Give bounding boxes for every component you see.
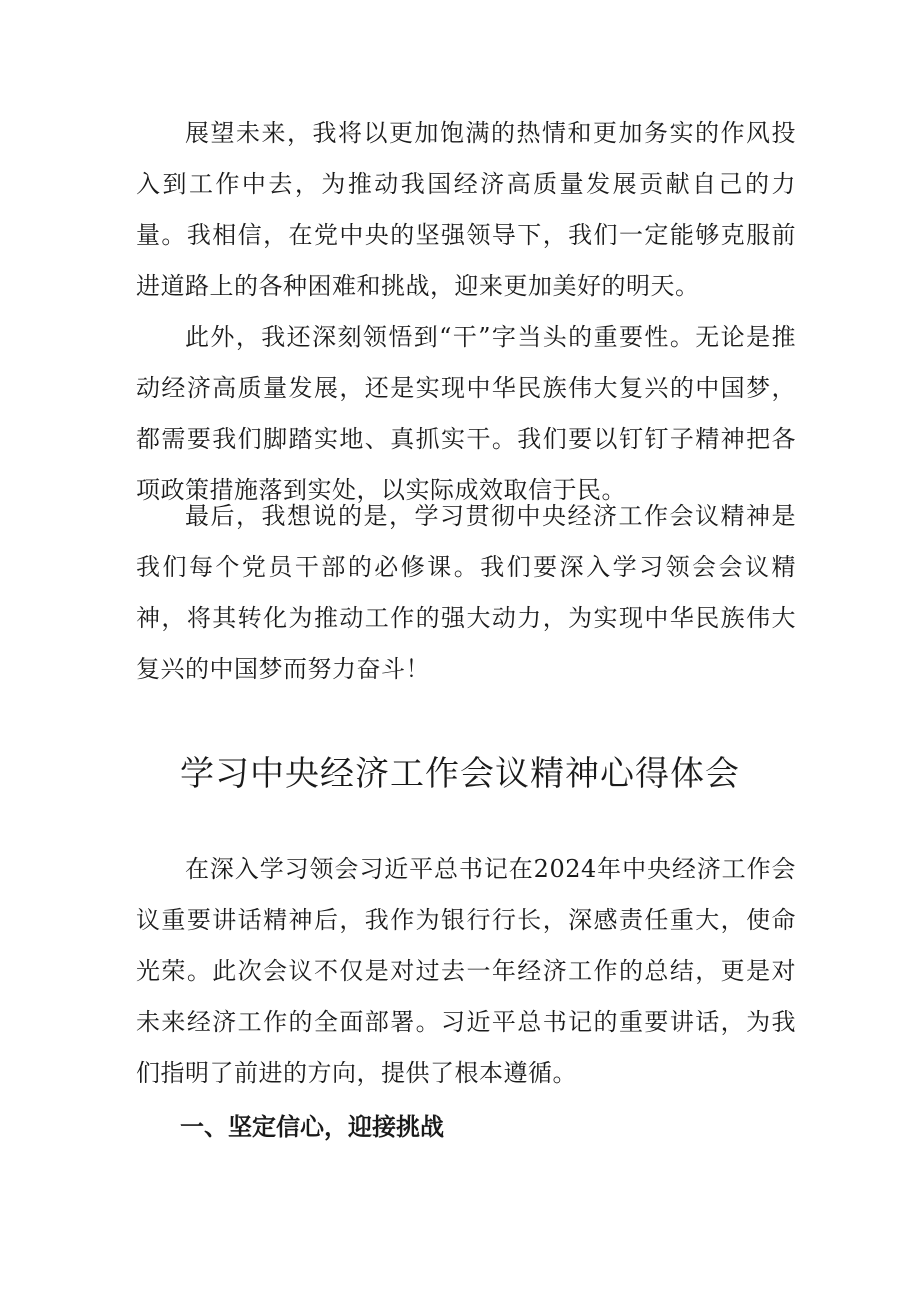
document-title: 学习中央经济工作会议精神心得体会 (180, 754, 740, 794)
paragraph-action: 此外，我还深刻领悟到“干”字当头的重要性。无论是推动经济高质量发展，还是实现中华民族伟大复兴的中国梦，都需要我们脚踏实地、真抓实干。我们要以钉钉子精神把各项政策措施落到实处，以实际成效取信于民。 (136, 323, 796, 504)
section-heading-1: 一、坚定信心，迎接挑战 (180, 1113, 444, 1141)
paragraph-conclusion: 最后，我想说的是，学习贯彻中央经济工作会议精神是我们每个党员干部的必修课。我们要深入学习领会会议精神，将其转化为推动工作的强大动力，为实现中华民族伟大复兴的中国梦而努力奋斗！ (136, 502, 796, 683)
paragraph-outlook: 展望未来，我将以更加饱满的热情和更加务实的作风投入到工作中去，为推动我国经济高质量发展贡献自己的力量。我相信，在党中央的坚强领导下，我们一定能够克服前进道路上的各种困难和挑战，迎来更加美好的明天。 (136, 119, 796, 300)
paragraph-intro: 在深入学习领会习近平总书记在2024年中央经济工作会议重要讲话精神后，我作为银行行长，深感责任重大，使命光荣。此次会议不仅是对过去一年经济工作的总结，更是对未来经济工作的全面部署。习近平总书记的重要讲话，为我们指明了前进的方向，提供了根本遵循。 (136, 855, 796, 1087)
